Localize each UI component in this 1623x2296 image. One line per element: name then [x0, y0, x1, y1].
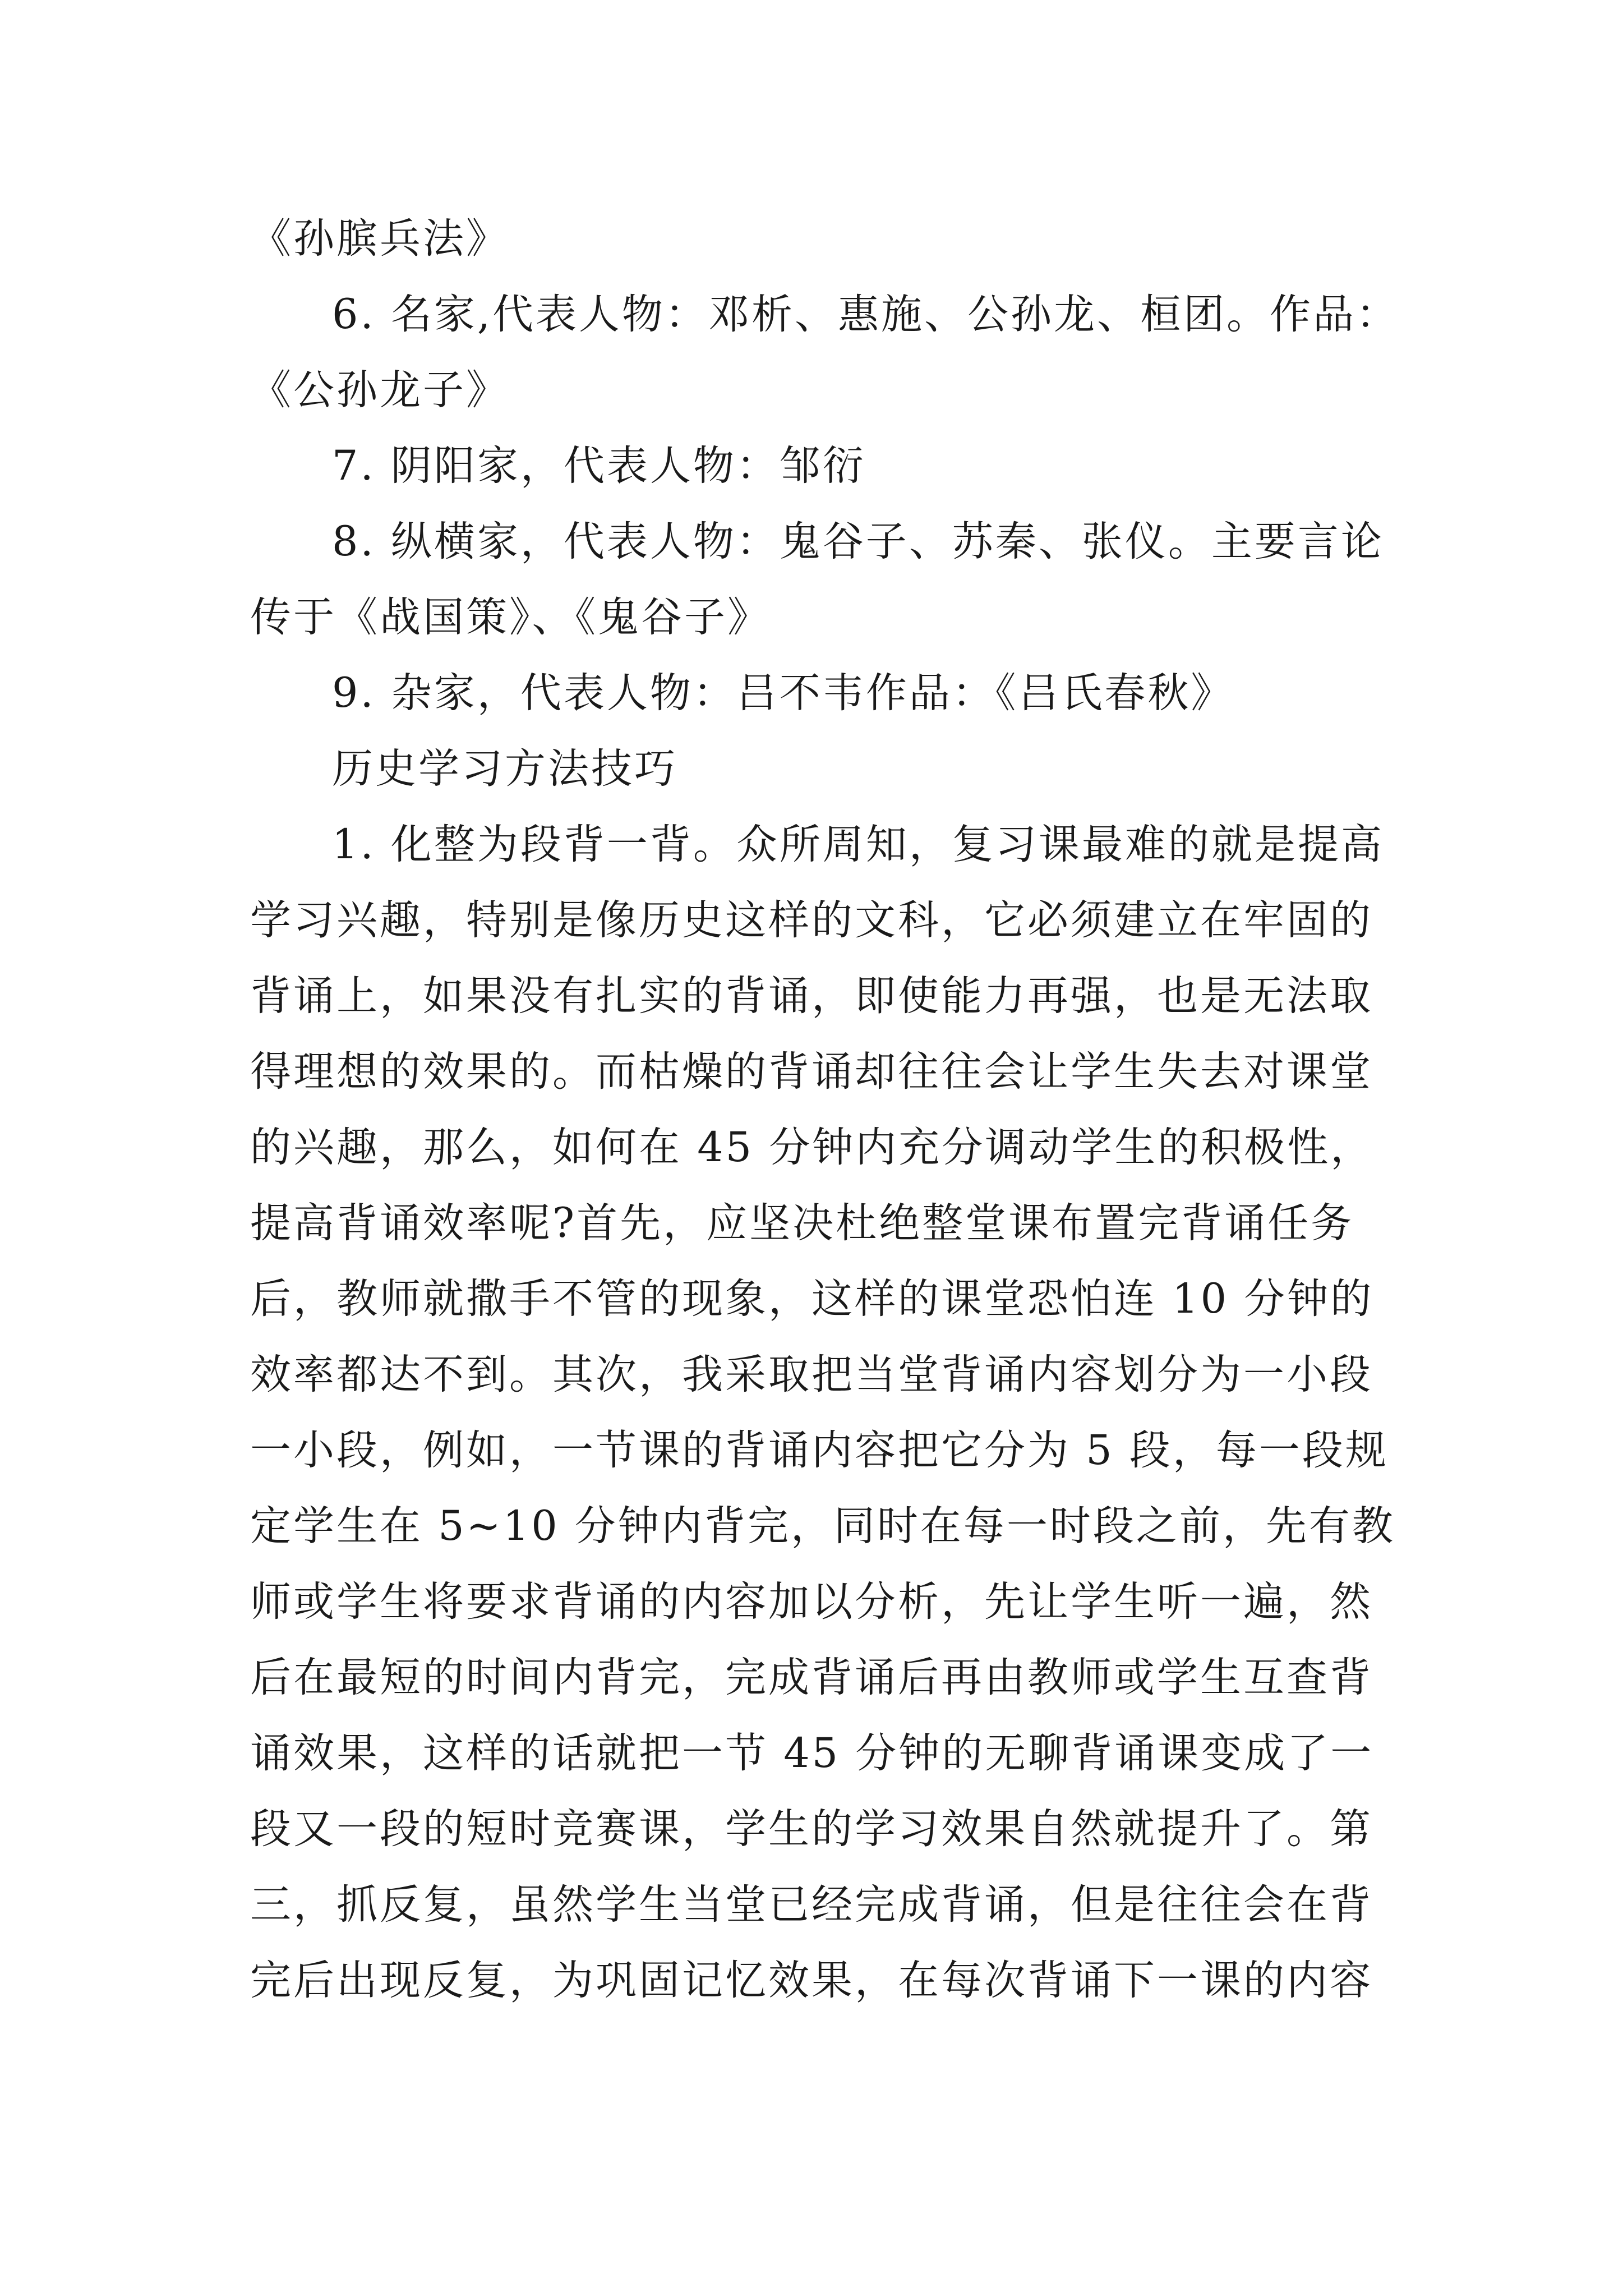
- text-line: 1. 化整为段背一背。众所周知，复习课最难的就是提高: [332, 821, 1384, 868]
- text-line: 提高背诵效率呢?首先，应坚决杜绝整堂课布置完背诵任务: [250, 1199, 1354, 1247]
- text-line: 三，抓反复，虽然学生当堂已经完成背诵，但是往往会在背: [250, 1881, 1373, 1929]
- text-line: 历史学习方法技巧: [332, 745, 677, 793]
- text-line: 8. 纵横家，代表人物：鬼谷子、苏秦、张仪。主要言论: [332, 518, 1384, 565]
- text-line: 后在最短的时间内背完，完成背诵后再由教师或学生互查背: [250, 1654, 1373, 1701]
- text-line: 段又一段的短时竞赛课，学生的学习效果自然就提升了。第: [250, 1805, 1373, 1853]
- text-line: 传于《战国策》、《鬼谷子》: [250, 593, 771, 641]
- document-body: [250, 201, 1400, 2018]
- text-line: 一小段，例如，一节课的背诵内容把它分为 5 段，每一段规: [250, 1427, 1389, 1474]
- text-line: 《公孙龙子》: [250, 366, 509, 414]
- text-line: 背诵上，如果没有扎实的背诵，即使能力再强，也是无法取: [250, 972, 1373, 1020]
- text-line: 6. 名家,代表人物：邓析、惠施、公孙龙、桓团。作品：: [332, 291, 1400, 338]
- text-line: 定学生在 5~10 分钟内背完，同时在每一时段之前，先有教: [250, 1502, 1395, 1550]
- text-line: 师或学生将要求背诵的内容加以分析，先让学生听一遍，然: [250, 1578, 1373, 1626]
- text-line: 效率都达不到。其次，我采取把当堂背诵内容划分为一小段: [250, 1351, 1373, 1398]
- text-line: 《孙膑兵法》: [250, 215, 509, 263]
- text-line: 完后出现反复，为巩固记忆效果，在每次背诵下一课的内容: [250, 1957, 1373, 2004]
- text-line: 得理想的效果的。而枯燥的背诵却往往会让学生失去对课堂: [250, 1048, 1373, 1096]
- text-line: 后，教师就撒手不管的现象，这样的课堂恐怕连 10 分钟的: [250, 1275, 1374, 1323]
- text-line: 学习兴趣，特别是像历史这样的文科，它必须建立在牢固的: [250, 896, 1373, 944]
- text-line: 7. 阴阳家，代表人物：邹衍: [332, 442, 866, 490]
- text-line: 9. 杂家，代表人物：吕不韦作品：《吕氏春秋》: [332, 669, 1234, 717]
- text-line: 诵效果，这样的话就把一节 45 分钟的无聊背诵课变成了一: [250, 1729, 1374, 1777]
- text-line: 的兴趣，那么，如何在 45 分钟内充分调动学生的积极性，: [250, 1124, 1374, 1171]
